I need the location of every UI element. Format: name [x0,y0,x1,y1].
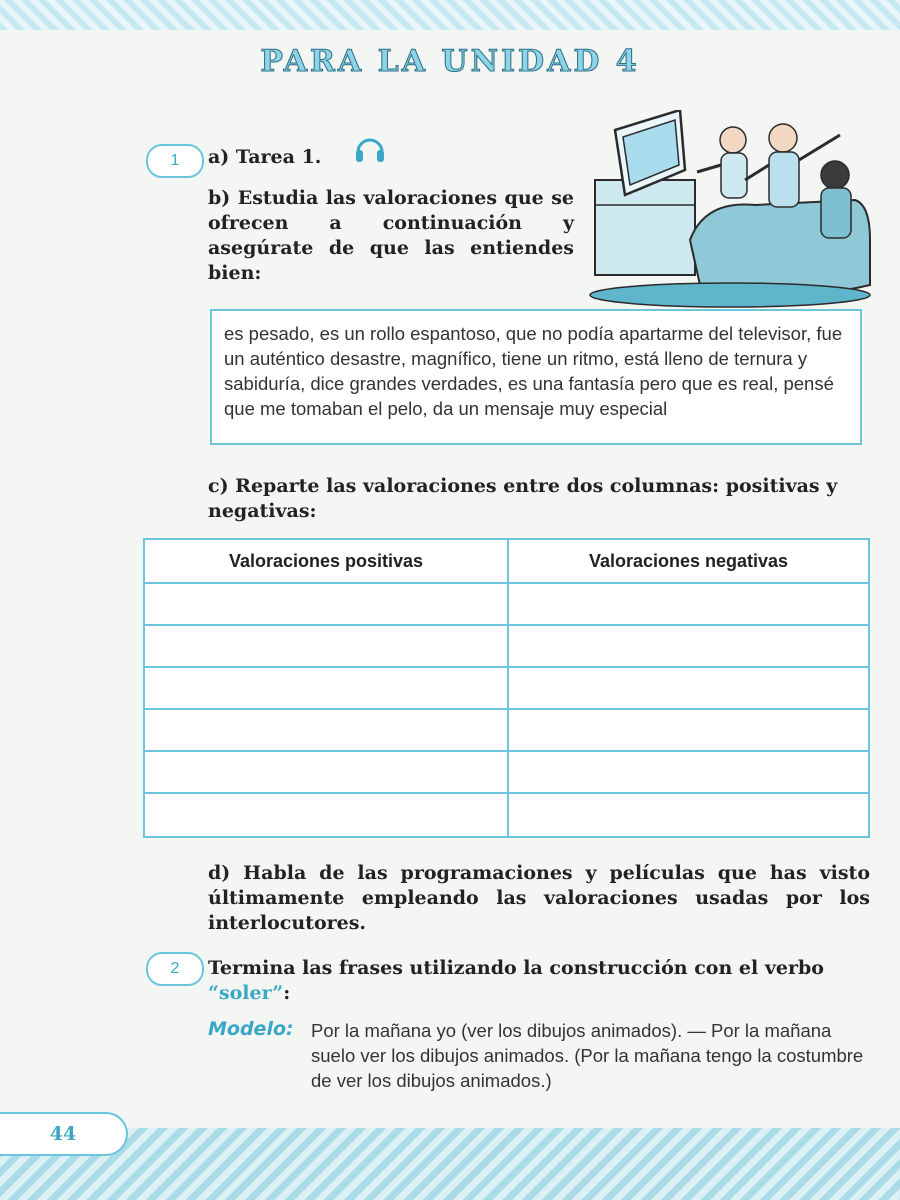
evaluations-box: es pesado, es un rollo espantoso, que no podía apartarme del televisor, fue un auténtico desastre, magnífico, tiene un ritmo, está lleno de ternura y sabiduría, dice grandes verdades, es una fantasía pero que es real, pensé que me tomaban el pelo, da un mensaje muy especial [210,309,862,445]
table-cell[interactable] [145,668,509,710]
page-title: PARA LA UNIDAD 4 [260,44,640,79]
table-cell[interactable] [509,668,868,710]
table-cell[interactable] [509,794,868,836]
table-cell[interactable] [145,752,509,794]
page-number: 44 [0,1112,128,1156]
instruction-colon: : [283,982,291,1004]
column-header-negative: Valoraciones negativas [509,540,868,584]
verb-soler: “soler” [208,982,284,1004]
headphones-icon [352,130,388,166]
table-cell[interactable] [509,710,868,752]
table-cell[interactable] [509,752,868,794]
table-cell[interactable] [145,626,509,668]
exercise-1-part-a: a) Tarea 1. [208,146,322,168]
exercise-1-part-d: d) Habla de las programaciones y películas que has visto últimamente empleando las valoraciones usadas por los interlocutores. [208,862,870,934]
exercise-1-part-b: b) Estudia las valoraciones que se ofrecen a continuación y asegúrate de que las entiendes bien: [208,187,574,284]
table-cell[interactable] [509,626,868,668]
table-cell[interactable] [145,794,509,836]
exercise-1-badge: 1 [146,144,204,178]
table-cell[interactable] [145,710,509,752]
exercise-1-part-c: c) Reparte las valoraciones entre dos columnas: positivas y negativas: [208,475,838,522]
kids-watching-tv-illustration [585,110,875,310]
top-decorative-band [0,0,900,30]
bottom-decorative-band [0,1128,900,1200]
instruction-text: Termina las frases utilizando la construcción con el verbo [208,957,824,979]
model-text: Por la mañana yo (ver los dibujos animados). — Por la mañana suelo ver los dibujos animados. (Por la mañana tengo la costumbre de ver los dibujos animados.) [311,1020,864,1091]
exercise-2-instruction [208,956,870,1006]
column-header-positive: Valoraciones positivas [145,540,509,584]
table-cell[interactable] [509,584,868,626]
model-label: Modelo: [208,1018,294,1040]
table-cell[interactable] [145,584,509,626]
exercise-2-badge: 2 [146,952,204,986]
evaluations-table [143,538,870,838]
